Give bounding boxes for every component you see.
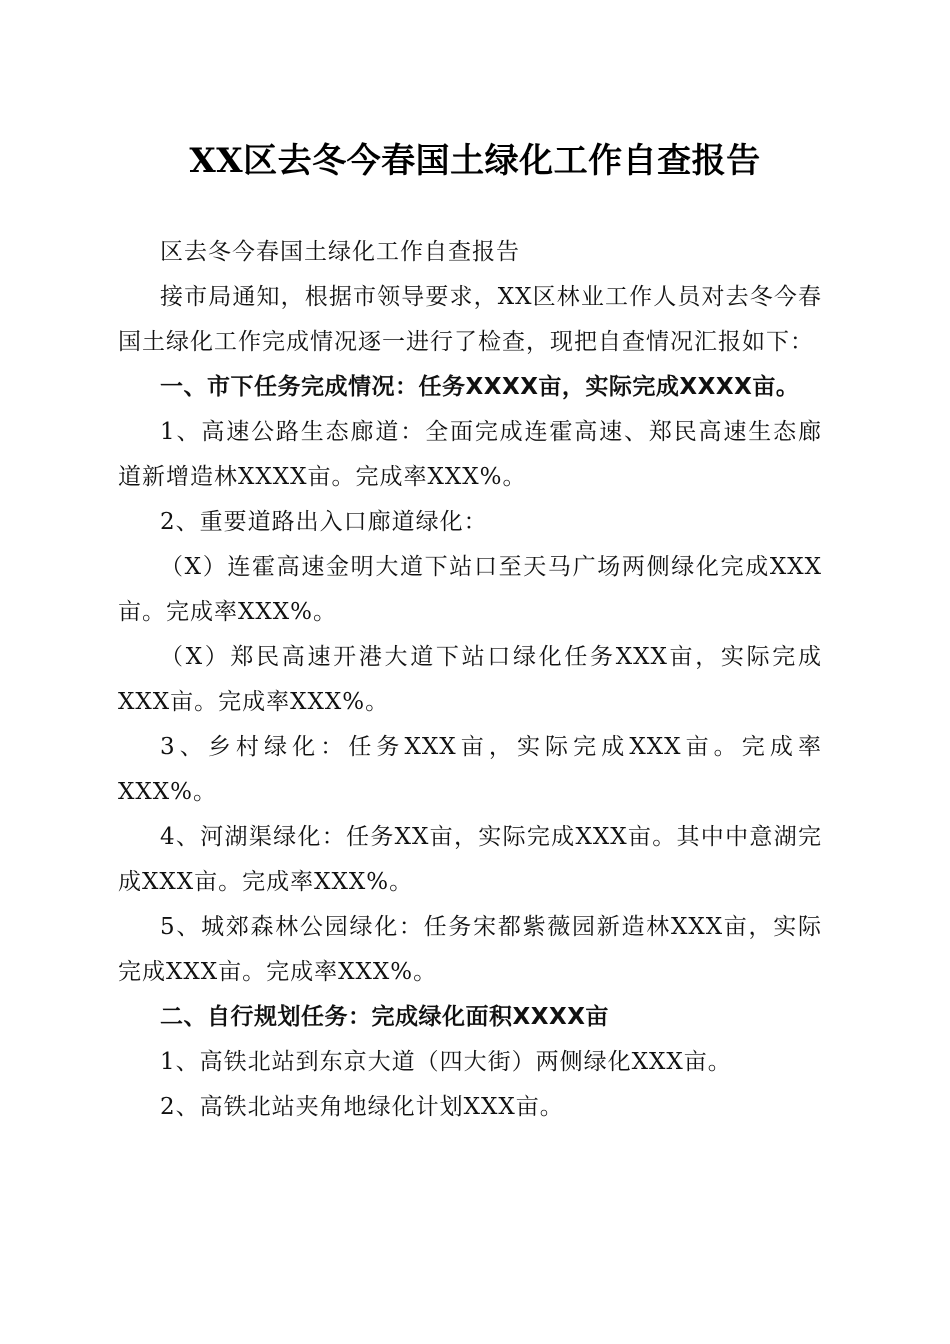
paragraph-subitem-b: （X）郑民高速开港大道下站口绿化任务XXX亩，实际完成XXX亩。完成率XXX%。: [118, 644, 822, 715]
paragraph-plan-1: 1、高铁北站到东京大道（四大街）两侧绿化XXX亩。: [160, 1049, 732, 1075]
paragraph-item-3: 3、乡村绿化：任务XXX亩，实际完成XXX亩。完成率XXX%。: [118, 734, 822, 805]
paragraph-subtitle: 区去冬今春国土绿化工作自查报告: [160, 239, 520, 265]
paragraph-item-4: 4、河湖渠绿化：任务XX亩，实际完成XXX亩。其中中意湖完成XXX亩。完成率XXX%。: [118, 824, 822, 895]
paragraph-item-1: 1、高速公路生态廊道：全面完成连霍高速、郑民高速生态廊道新增造林XXXX亩。完成率XXX%。: [118, 419, 822, 490]
paragraph-intro: 接市局通知，根据市领导要求，XX区林业工作人员对去冬今春国土绿化工作完成情况逐一进行了检查，现把自查情况汇报如下：: [118, 284, 822, 355]
document-body: [118, 230, 822, 1130]
paragraph-item-5: 5、城郊森林公园绿化：任务宋都紫薇园新造林XXX亩，实际完成XXX亩。完成率XXX%。: [118, 914, 822, 985]
paragraph-plan-2: 2、高铁北站夹角地绿化计划XXX亩。: [160, 1094, 564, 1120]
section-heading-2: 二、自行规划任务：完成绿化面积XXXX亩: [160, 1004, 609, 1030]
document-title: XX区去冬今春国土绿化工作自查报告: [189, 141, 761, 181]
paragraph-item-2: 2、重要道路出入口廊道绿化：: [160, 509, 488, 535]
paragraph-subitem-a: （X）连霍高速金明大道下站口至天马广场两侧绿化完成XXX亩。完成率XXX%。: [118, 554, 822, 625]
section-heading-1: 一、市下任务完成情况：任务XXXX亩，实际完成XXXX亩。: [160, 374, 800, 400]
